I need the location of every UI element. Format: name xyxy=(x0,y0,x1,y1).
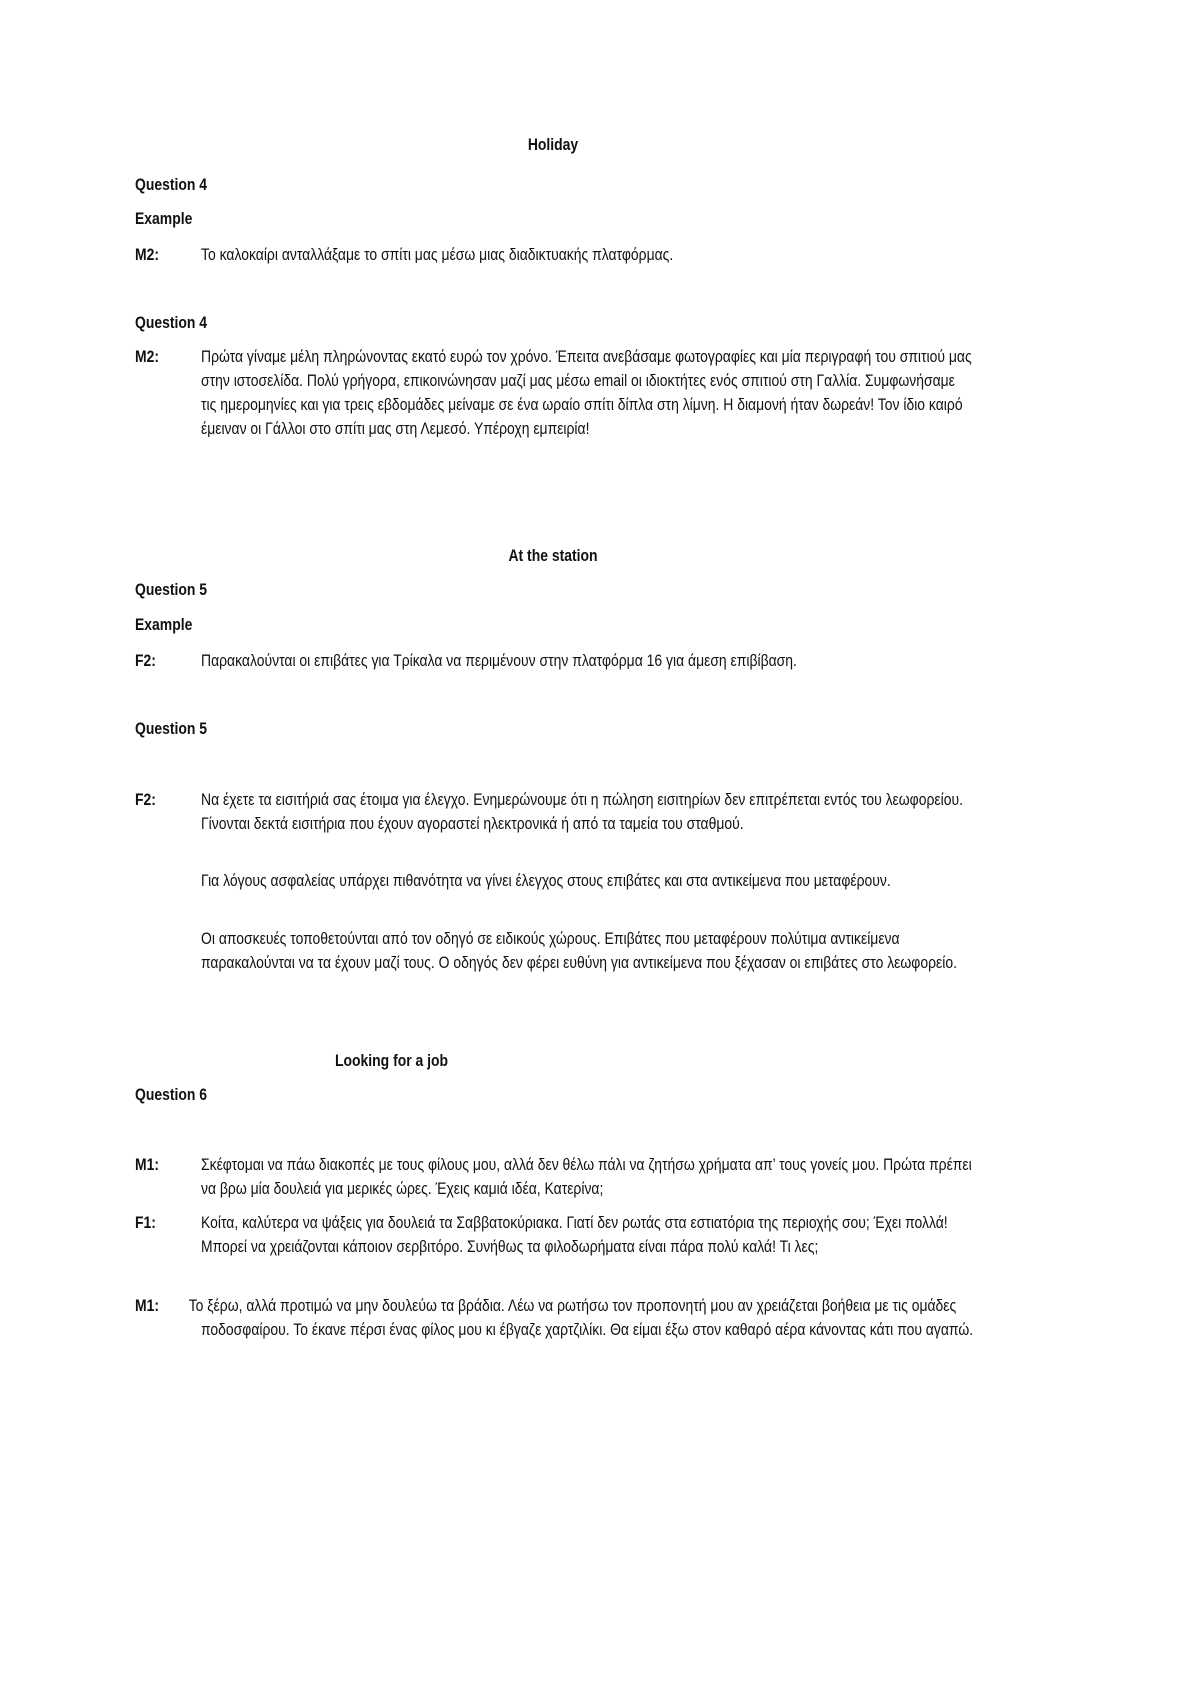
example-label xyxy=(135,615,205,635)
question-heading xyxy=(135,580,223,600)
section-title-job xyxy=(335,1051,473,1071)
speaker-label xyxy=(135,1155,164,1175)
question-heading xyxy=(135,1085,223,1105)
title-text: At the station xyxy=(508,546,598,565)
question-heading xyxy=(135,719,223,739)
example-text-label: Example xyxy=(135,209,193,228)
example-utterance: Παρακαλούνται οι επιβάτες για Τρίκαλα να περιμένουν στην πλατφόρμα 16 για άμεση επιβίβαση. xyxy=(201,651,797,670)
example-utterance: Το καλοκαίρι ανταλλάξαμε το σπίτι μας μέσω μιας διαδικτυακής πλατφόρμας. xyxy=(201,245,674,264)
speaker-text: M2: xyxy=(135,245,160,264)
utterance: Πρώτα γίναμε μέλη πληρώνοντας εκατό ευρώ τον χρόνο. Έπειτα ανεβάσαμε φωτογραφίες και μία περιγραφή του σπιτιού μας στην ιστοσελίδα. Πολύ γρήγορα, επικοινώνησαν μαζί μας μέσω email οι ιδιοκτήτες ενός σπιτιού στη Γαλλία. Συμφωνήσαμε τις ημερομηνίες και για τρεις εβδομάδες μείναμε σε ένα ωραίο σπίτι δίπλα στη λίμνη. Η διαμονή ήταν δωρεάν! Τον ίδιο καιρό έμειναν οι Γάλλοι στο σπίτι μας στη Λεμεσό. Υπέροχη εμπειρία! xyxy=(201,347,972,438)
speaker-label xyxy=(135,1213,161,1233)
speaker-text: M2: xyxy=(135,347,160,366)
speaker-text: F1: xyxy=(135,1213,156,1232)
speaker-label xyxy=(135,347,164,367)
speaker-text: F2: xyxy=(135,651,156,670)
question-text: Question 4 xyxy=(135,313,208,332)
speaker-label xyxy=(135,1296,164,1316)
utterance: Το ξέρω, αλλά προτιμώ να μην δουλεύω τα βράδια. Λέω να ρωτήσω τον προπονητή μου αν χρειάζεται βοήθεια με τις ομάδες ποδοσφαίρου. Το έκανε πέρσι ένας φίλος μου κι έβγαζε χαρτζιλίκι. Θα είμαι έξω στον καθαρό αέρα κάνοντας κάτι που αγαπώ. xyxy=(188,1296,974,1339)
question-text: Question 6 xyxy=(135,1085,208,1104)
speaker-label xyxy=(135,245,164,265)
question-text: Question 4 xyxy=(135,175,208,194)
question-text: Question 5 xyxy=(135,580,208,599)
utterance-paragraph: Να έχετε τα εισιτήριά σας έτοιμα για έλεγχο. Ενημερώνουμε ότι η πώληση εισιτηρίων δεν επιτρέπεται εντός του λεωφορείου. Γίνονται δεκτά εισιτήρια που έχουν αγοραστεί ηλεκτρονικά ή από τα ταμεία του σταθμού. xyxy=(201,790,963,833)
speaker-label xyxy=(135,790,161,810)
example-label xyxy=(135,209,205,229)
title-text: Holiday xyxy=(527,135,579,154)
question-heading xyxy=(135,313,223,333)
speaker-text: M1: xyxy=(135,1155,160,1174)
question-heading xyxy=(135,175,223,195)
example-text-label: Example xyxy=(135,615,193,634)
question-text: Question 5 xyxy=(135,719,208,738)
utterance: Σκέφτομαι να πάω διακοπές με τους φίλους μου, αλλά δεν θέλω πάλι να ζητήσω χρήματα απ’ τους γονείς μου. Πρώτα πρέπει να βρω μία δουλειά για μερικές ώρες. Έχεις καμιά ιδέα, Κατερίνα; xyxy=(201,1155,972,1198)
section-title-holiday xyxy=(522,135,583,155)
speaker-text: F2: xyxy=(135,790,156,809)
utterance-paragraph: Για λόγους ασφαλείας υπάρχει πιθανότητα να γίνει έλεγχος στους επιβάτες και στα αντικείμενα που μεταφέρουν. xyxy=(201,871,891,890)
speaker-label xyxy=(135,651,161,671)
title-text: Looking for a job xyxy=(335,1051,449,1070)
utterance-paragraph: Οι αποσκευές τοποθετούνται από τον οδηγό σε ειδικούς χώρους. Επιβάτες που μεταφέρουν πολύτιμα αντικείμενα παρακαλούνται να τα έχουν μαζί τους. Ο οδηγός δεν φέρει ευθύνη για αντικείμενα που ξέχασαν οι επιβάτες στο λεωφορείο. xyxy=(201,929,957,972)
utterance: Κοίτα, καλύτερα να ψάξεις για δουλειά τα Σαββατοκύριακα. Γιατί δεν ρωτάς στα εστιατόρια της περιοχής σου; Έχει πολλά! Μπορεί να χρειάζονται κάποιον σερβιτόρο. Συνήθως τα φιλοδωρήματα είναι πάρα πολύ καλά! Τι λες; xyxy=(201,1213,948,1256)
section-title-station xyxy=(499,546,608,566)
speaker-text: M1: xyxy=(135,1296,160,1315)
